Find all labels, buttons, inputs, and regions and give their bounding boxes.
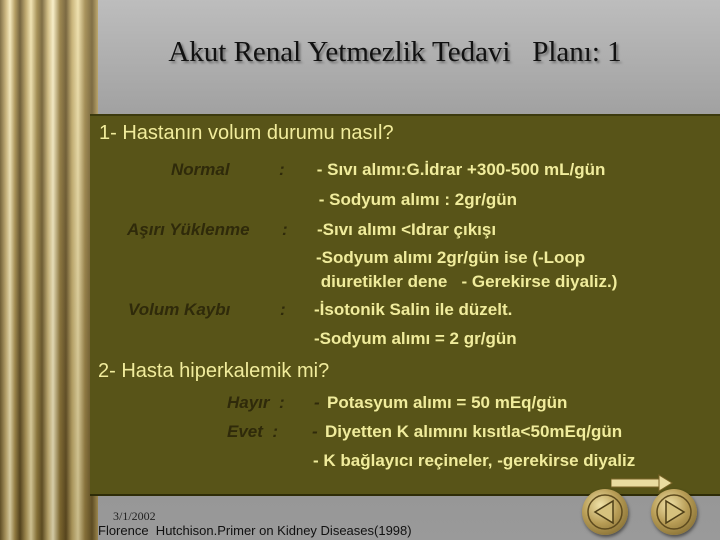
section2-heading: 2- Hasta hiperkalemik mi? <box>98 360 330 382</box>
slide-title: Akut Renal Yetmezlik Tedavi Planı: 1 <box>168 36 622 68</box>
label-colon: : <box>280 300 286 319</box>
triangle-left-icon <box>582 489 628 535</box>
label-overload: Aşırı Yüklenme <box>127 220 250 239</box>
row-dash: - <box>312 422 323 441</box>
decorative-pillar <box>0 0 98 540</box>
content-panel <box>90 114 720 496</box>
row-text: -İsotonik Salin ile düzelt. <box>314 300 513 319</box>
triangle-right-icon <box>651 489 697 535</box>
prev-slide-button[interactable] <box>582 489 628 535</box>
row-dash: - <box>314 393 325 412</box>
label-no: Hayır : <box>227 393 285 412</box>
slide-source: Florence Hutchison.Primer on Kidney Diseases(1998) <box>98 523 412 538</box>
row-text: Diyetten K alımını kısıtla<50mEq/gün <box>325 422 623 441</box>
row-text: Potasyum alımı = 50 mEq/gün <box>327 393 568 412</box>
row-text: -Sodyum alımı 2gr/gün ise (-Loop <box>316 248 586 267</box>
row-text: -Sodyum alımı = 2 gr/gün <box>314 329 517 348</box>
label-volume-loss: Volum Kaybı <box>128 300 231 319</box>
slide-date: 3/1/2002 <box>113 509 156 523</box>
label-colon: : <box>279 160 285 179</box>
row-text: - K bağlayıcı reçineler, -gerekirse diyaliz <box>313 451 636 470</box>
row-text: diuretikler dene - Gerekirse diyaliz.) <box>316 272 618 291</box>
label-normal: Normal <box>171 160 230 179</box>
next-slide-button[interactable] <box>651 489 697 535</box>
section1-heading: 1- Hastanın volum durumu nasıl? <box>99 122 394 144</box>
row-text: - Sıvı alımı:G.İdrar +300-500 mL/gün <box>312 160 606 179</box>
label-yes: Evet : <box>227 422 279 441</box>
row-text: -Sıvı alımı <Idrar çıkışı <box>317 220 497 239</box>
label-colon: : <box>282 220 288 239</box>
row-text: - Sodyum alımı : 2gr/gün <box>314 190 518 209</box>
